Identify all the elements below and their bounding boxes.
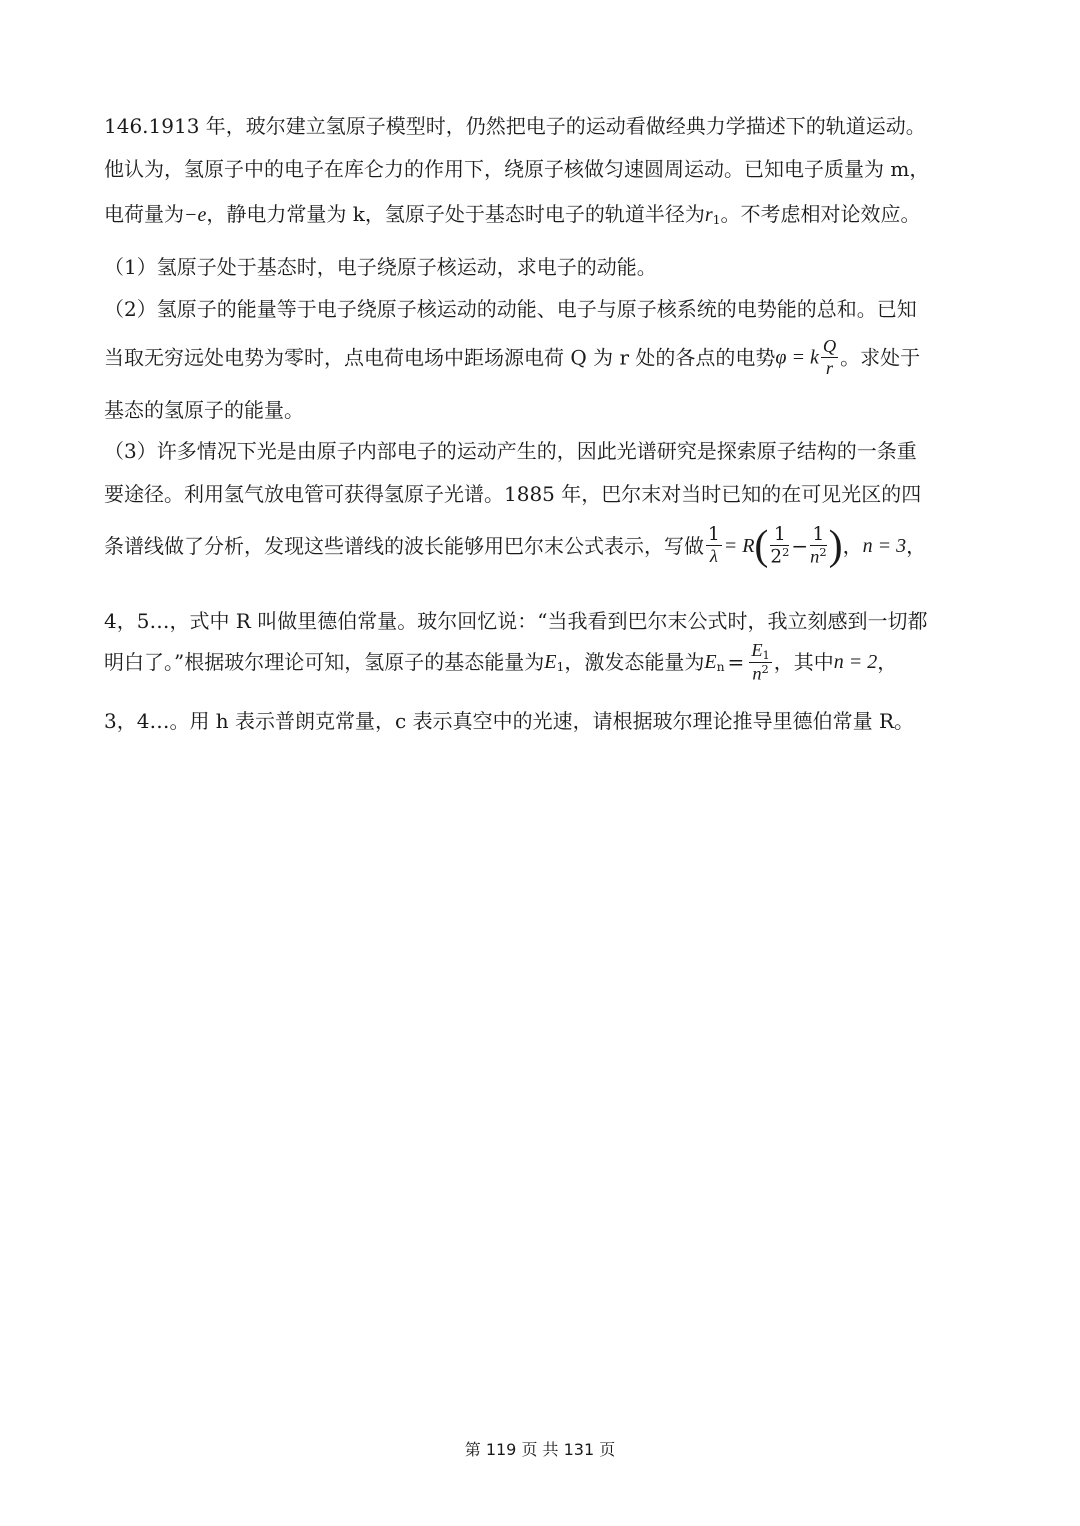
problem-line-2: 他认为，氢原子中的电子在库仑力的作用下，绕原子核做匀速圆周运动。已知电子质量为 m， [104,157,930,181]
part-2-line-2: 当取无穷远处电势为零时，点电荷电场中距场源电荷 Q 为 r 处的各点的电势φ = k $\frac{Q}{r}$ 。求处于 [104,336,921,379]
one-over-two-squared-fraction: $\frac{1}{2^2}$ [770,524,790,568]
problem-line-3: 电荷量为−e，静电力常量为 k，氢原子处于基态时电子的轨道半径为r1。不考虑相对论效应。 [104,202,921,228]
page-footer: 第 119 页 共 131 页 [464,1440,616,1459]
radius-symbol: r [704,204,713,226]
energy-line: 明白了。”根据玻尔理论可知，氢原子的基态能量为E1，激发态能量为En = $\frac{E1}{n^2}$ ，其中n = 2， [104,640,898,684]
one-over-lambda-fraction: $\frac{1}{\lambda}$ [708,524,720,567]
part-2-line-3: 基态的氢原子的能量。 [104,398,304,422]
right-paren: ) [828,522,843,569]
charge-symbol: −e [184,204,207,226]
potential-formula: φ = k [775,346,819,369]
ground-energy-symbol: E [544,650,557,673]
part-3-line-6: 3，4…。用 h 表示普朗克常量，c 表示真空中的光速，请根据玻尔理论推导里德伯常量 R。 [104,709,915,733]
energy-fraction: $\frac{E1}{n^2}$ [751,640,770,684]
part-3-line-4: 4，5…，式中 R 叫做里德伯常量。玻尔回忆说：“当我看到巴尔末公式时，我立刻感到一切都 [104,609,928,633]
left-paren: ( [754,522,769,569]
excited-energy-symbol: E [704,650,717,673]
balmer-formula-line: 条谱线做了分析，发现这些谱线的波长能够用巴尔末公式表示，写做 $\frac{1}{\lambda}$ = R( $\frac{1}{2^2}$ − $\frac{1}{n^2}$ )，n = 3， [104,522,927,569]
one-over-n-squared-fraction: $\frac{1}{n^2}$ [810,524,827,567]
part-3-line-2: 要途径。利用氢气放电管可获得氢原子光谱。1885 年，巴尔末对当时已知的在可见光区的四 [104,482,922,506]
part-2-line-1: （2）氢原子的能量等于电子绕原子核运动的动能、电子与原子核系统的电势能的总和。已知 [104,297,917,321]
part-3-line-1: （3）许多情况下光是由原子内部电子的运动产生的，因此光谱研究是探索原子结构的一条重 [104,439,917,463]
part-1: （1）氢原子处于基态时，电子绕原子核运动，求电子的动能。 [104,255,657,279]
problem-line-1: 146.1913 年，玻尔建立氢原子模型时，仍然把电子的运动看做经典力学描述下的轨道运动。 [104,114,926,138]
q-over-r-fraction: $\frac{Q}{r}$ [822,336,837,379]
